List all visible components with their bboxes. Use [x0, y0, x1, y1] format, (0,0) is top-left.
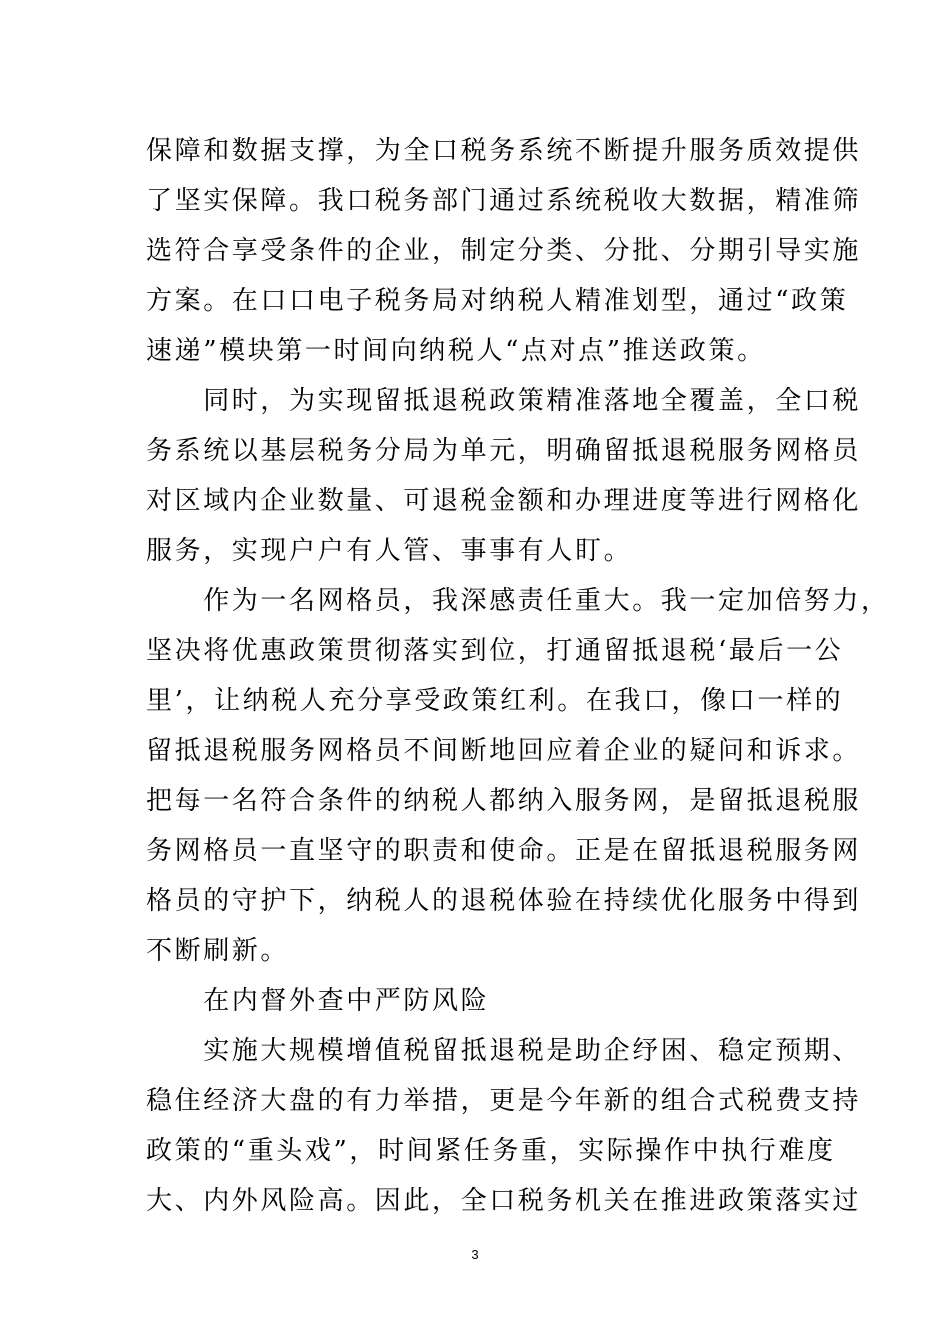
text-line: 保障和数据支撑，为全口税务系统不断提升服务质效提供 [146, 136, 862, 166]
text-line: 政策的“重头戏”，时间紧任务重，实际操作中执行难度 [146, 1136, 836, 1166]
text-line: 里’，让纳税人充分享受政策红利。在我口，像口一样的 [146, 686, 844, 716]
page-number: 3 [471, 1247, 479, 1262]
text-line: 稳住经济大盘的有力举措，更是今年新的组合式税费支持 [146, 1086, 862, 1116]
text-line: 服务，实现户户有人管、事事有人盯。 [146, 536, 633, 566]
text-line: 留抵退税服务网格员不间断地回应着企业的疑问和诉求。 [146, 736, 862, 766]
section-heading: 在内督外查中严防风险 [146, 986, 490, 1016]
text-line: 速递”模块第一时间向纳税人“点对点”推送政策。 [146, 336, 766, 366]
text-line: 大、内外风险高。因此，全口税务机关在推进政策落实过 [146, 1186, 862, 1216]
text-line: 了坚实保障。我口税务部门通过系统税收大数据，精准筛 [146, 186, 862, 216]
text-line: 作为一名网格员，我深感责任重大。我一定加倍努力， [146, 586, 890, 616]
text-line: 选符合享受条件的企业，制定分类、分批、分期引导实施 [146, 236, 862, 266]
text-line: 格员的守护下，纳税人的退税体验在持续优化服务中得到 [146, 886, 862, 916]
text-line: 方案。在口口电子税务局对纳税人精准划型，通过“政策 [146, 286, 849, 316]
text-line: 不断刷新。 [146, 936, 290, 966]
text-line: 实施大规模增值税留抵退税是助企纾困、稳定预期、 [146, 1036, 862, 1066]
text-line: 对区域内企业数量、可退税金额和办理进度等进行网格化 [146, 486, 862, 516]
text-line: 把每一名符合条件的纳税人都纳入服务网，是留抵退税服 [146, 786, 862, 816]
text-line: 同时，为实现留抵退税政策精准落地全覆盖，全口税 [146, 386, 862, 416]
text-line: 坚决将优惠政策贯彻落实到位，打通留抵退税‘最后一公 [146, 636, 844, 666]
text-line: 务网格员一直坚守的职责和使命。正是在留抵退税服务网 [146, 836, 862, 866]
text-line: 务系统以基层税务分局为单元，明确留抵退税服务网格员 [146, 436, 862, 466]
